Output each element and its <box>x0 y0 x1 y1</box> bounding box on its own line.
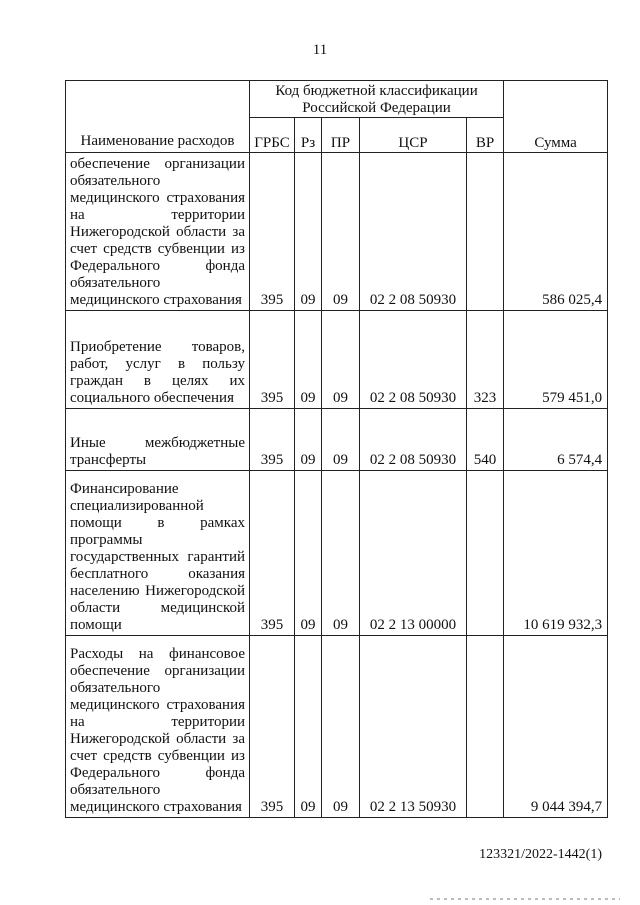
row-pr: 09 <box>322 471 360 636</box>
row-name: Финансирование специализированной помощи в рамках программы государственных гарантий бесплатного оказания населению Нижегородской области медицинской помощи <box>66 471 250 636</box>
row-grbs: 395 <box>250 311 295 409</box>
row-csr: 02 2 08 50930 <box>360 153 467 311</box>
row-csr: 02 2 13 00000 <box>360 471 467 636</box>
row-csr: 02 2 13 50930 <box>360 636 467 818</box>
document-id: 123321/2022-1442(1) <box>479 847 602 862</box>
header-pr: ПР <box>322 118 360 153</box>
table-row <box>66 636 608 818</box>
row-pr: 09 <box>322 311 360 409</box>
header-code-group: Код бюджетной классификации Российской Федерации <box>250 81 504 118</box>
row-pr: 09 <box>322 153 360 311</box>
table-row <box>66 409 608 471</box>
row-name: обеспечение организации обязательного медицинского страхования на территории Нижегородской области за счет средств субвенции из Федерального фонда обязательного медицинского страхования <box>66 153 250 311</box>
row-vr: 540 <box>467 409 504 471</box>
row-pr: 09 <box>322 636 360 818</box>
row-amount: 6 574,4 <box>504 409 608 471</box>
row-rz: 09 <box>295 636 322 818</box>
page-number: 11 <box>312 42 328 58</box>
row-amount: 579 451,0 <box>504 311 608 409</box>
row-rz: 09 <box>295 311 322 409</box>
row-amount: 586 025,4 <box>504 153 608 311</box>
row-csr: 02 2 08 50930 <box>360 311 467 409</box>
row-pr: 09 <box>322 409 360 471</box>
table-row <box>66 471 608 636</box>
row-amount: 9 044 394,7 <box>504 636 608 818</box>
header-row-top <box>66 81 608 118</box>
row-grbs: 395 <box>250 409 295 471</box>
header-amount: Сумма <box>504 81 608 153</box>
header-name: Наименование расходов <box>66 81 250 153</box>
header-rz: Рз <box>295 118 322 153</box>
row-grbs: 395 <box>250 153 295 311</box>
table-row <box>66 311 608 409</box>
scan-artifact <box>430 898 620 900</box>
row-rz: 09 <box>295 471 322 636</box>
table-row <box>66 153 608 311</box>
header-csr: ЦСР <box>360 118 467 153</box>
budget-expenses-table <box>65 80 608 818</box>
header-grbs: ГРБС <box>250 118 295 153</box>
header-vr: ВР <box>467 118 504 153</box>
row-rz: 09 <box>295 409 322 471</box>
row-amount: 10 619 932,3 <box>504 471 608 636</box>
row-grbs: 395 <box>250 471 295 636</box>
row-name: Расходы на финансовое обеспечение организации обязательного медицинского страхования на территории Нижегородской области за счет средств субвенции из Федерального фонда обязательного медицинского страхования <box>66 636 250 818</box>
row-vr: 323 <box>467 311 504 409</box>
row-csr: 02 2 08 50930 <box>360 409 467 471</box>
row-grbs: 395 <box>250 636 295 818</box>
row-vr <box>467 471 504 636</box>
row-name: Иные межбюджетные трансферты <box>66 409 250 471</box>
row-name: Приобретение товаров, работ, услуг в пользу граждан в целях их социального обеспечения <box>66 311 250 409</box>
row-vr <box>467 636 504 818</box>
row-vr <box>467 153 504 311</box>
row-rz: 09 <box>295 153 322 311</box>
